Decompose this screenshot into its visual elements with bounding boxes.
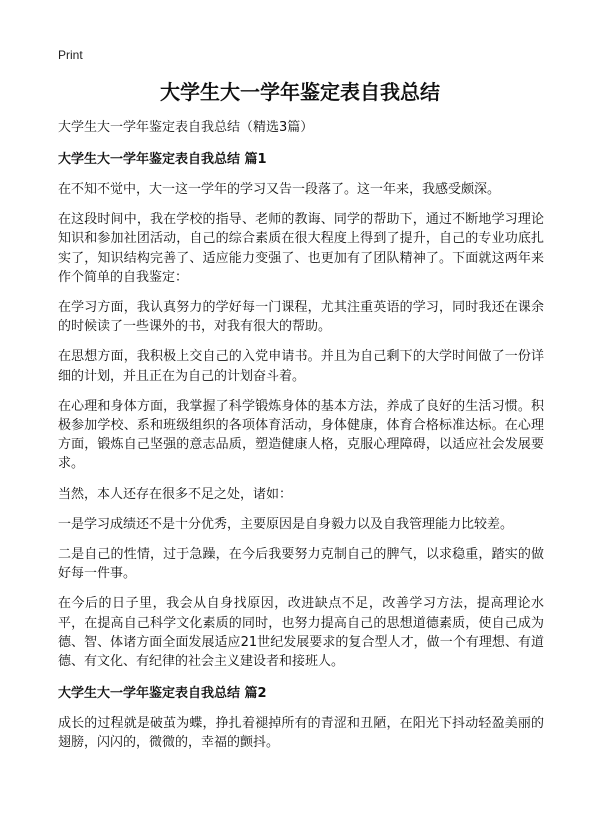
paragraph: 在今后的日子里，我会从自身找原因，改进缺点不足，改善学习方法，提高理论水平，在提高自己科学文化素质的同时，也努力提高自己的思想道德素质，使自己成为德、智、体诸方面全面发展适应21世纪发展要求的复合型人才，做一个有理想、有道德、有文化、有纪律的社会主义建设者和接班人。 bbox=[58, 596, 544, 670]
section-heading: 大学生大一学年鉴定表自我总结 篇2 bbox=[58, 686, 267, 702]
paragraph: 当然，本人还存在很多不足之处，诸如： bbox=[58, 486, 293, 502]
section-1 bbox=[58, 150, 544, 671]
paragraph: 在这段时间中，我在学校的指导、老师的教诲、同学的帮助下，通过不断地学习理论知识和参加社团活动，自己的综合素质在很大程度上得到了提升，自己的专业功底扎实了，知识结构完善了、适应能力变强了、也更加有了团队精神了。下面就这两年来作个简单的自我鉴定： bbox=[58, 212, 544, 285]
paragraph: 在学习方面，我认真努力的学好每一门课程，尤其注重英语的学习，同时我还在课余的时候读了一些课外的书，对我有很大的帮助。 bbox=[58, 300, 544, 335]
document-title: 大学生大一学年鉴定表自我总结 bbox=[160, 80, 440, 104]
paragraph: 在心理和身体方面，我掌握了科学锻炼身体的基本方法，养成了良好的生活习惯。积极参加学校、系和班级组织的各项体育活动，身体健康，体育合格标准达标。在心理方面，锻炼自己坚强的意志品质，塑造健康人格，克服心理障碍，以适应社会发展要求。 bbox=[58, 398, 544, 472]
document-subtitle: 大学生大一学年鉴定表自我总结（精选3篇） bbox=[58, 120, 314, 135]
section-heading: 大学生大一学年鉴定表自我总结 篇1 bbox=[58, 152, 267, 167]
paragraph: 在思想方面，我积极上交自己的入党申请书。并且为自己剩下的大学时间做了一份详细的计划，并且正在为自己的计划奋斗着。 bbox=[58, 349, 544, 384]
paragraph: 二是自己的性情，过于急躁，在今后我要努力克制自己的脾气，以求稳重，踏实的做好每一件事。 bbox=[58, 547, 544, 582]
print-label[interactable]: Print bbox=[58, 48, 83, 62]
paragraph: 成长的过程就是破茧为蝶，挣扎着褪掉所有的青涩和丑陋，在阳光下抖动轻盈美丽的翅膀，闪闪的，微微的，幸福的颤抖。 bbox=[58, 716, 544, 751]
document-body bbox=[58, 118, 544, 764]
section-2 bbox=[58, 684, 544, 752]
paragraph: 在不知不觉中，大一这一学年的学习又告一段落了。这一年来，我感受颇深。 bbox=[58, 182, 501, 197]
paragraph: 一是学习成绩还不是十分优秀，主要原因是自身毅力以及自我管理能力比较差。 bbox=[58, 516, 514, 532]
